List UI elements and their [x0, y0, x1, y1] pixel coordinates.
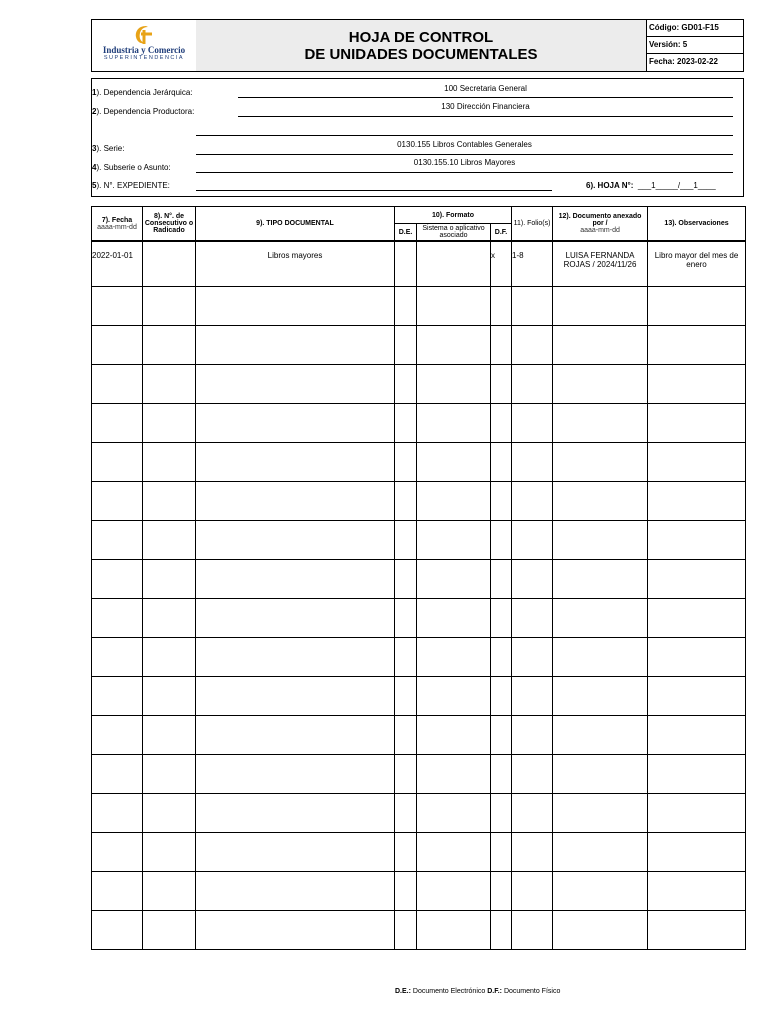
cell-consecutivo[interactable] [143, 287, 196, 326]
cell-sistema[interactable] [417, 755, 491, 794]
cell-df[interactable] [491, 794, 512, 833]
cell-fecha[interactable] [92, 716, 143, 755]
cell-observaciones[interactable] [648, 521, 746, 560]
cell-observaciones[interactable] [648, 833, 746, 872]
table-row [92, 794, 746, 833]
cell-tipo[interactable] [196, 677, 395, 716]
cell-observaciones[interactable] [648, 716, 746, 755]
cell-df[interactable]: x [491, 241, 512, 287]
table-row [92, 482, 746, 521]
cell-fecha[interactable] [92, 833, 143, 872]
cell-sistema[interactable] [417, 560, 491, 599]
cell-tipo[interactable] [196, 482, 395, 521]
cell-folios[interactable] [512, 326, 553, 365]
cell-anexado[interactable] [553, 287, 648, 326]
cell-fecha[interactable] [92, 638, 143, 677]
form-meta [647, 20, 743, 71]
cell-de[interactable] [395, 443, 417, 482]
cell-tipo[interactable] [196, 794, 395, 833]
cell-observaciones[interactable] [648, 560, 746, 599]
cell-fecha[interactable] [92, 599, 143, 638]
cell-anexado[interactable] [553, 716, 648, 755]
dep-jerarquica-label: 1). Dependencia Jerárquica: [92, 88, 193, 97]
cell-observaciones[interactable] [648, 755, 746, 794]
cell-sistema[interactable] [417, 677, 491, 716]
cell-sistema[interactable] [417, 794, 491, 833]
cell-anexado[interactable] [553, 911, 648, 950]
cell-de[interactable] [395, 482, 417, 521]
cell-df[interactable] [491, 833, 512, 872]
cell-anexado[interactable] [553, 833, 648, 872]
cell-fecha[interactable] [92, 482, 143, 521]
cell-tipo[interactable] [196, 755, 395, 794]
cell-consecutivo[interactable] [143, 404, 196, 443]
cell-fecha[interactable] [92, 365, 143, 404]
separator-line [196, 135, 733, 136]
dep-jerarquica-line [238, 97, 733, 98]
cell-tipo[interactable] [196, 404, 395, 443]
form-version: Versión: 5 [647, 37, 743, 54]
dep-productora-label: 2). Dependencia Productora: [92, 107, 195, 116]
table-row [92, 599, 746, 638]
cell-consecutivo[interactable] [143, 872, 196, 911]
cell-consecutivo[interactable] [143, 521, 196, 560]
cell-anexado[interactable] [553, 794, 648, 833]
cell-tipo[interactable] [196, 326, 395, 365]
cell-fecha[interactable] [92, 794, 143, 833]
cell-tipo[interactable] [196, 716, 395, 755]
table-row [92, 716, 746, 755]
cell-anexado[interactable] [553, 326, 648, 365]
subserie-value[interactable]: 0130.155.10 Libros Mayores [413, 158, 516, 167]
cell-df[interactable] [491, 521, 512, 560]
expediente-line[interactable] [196, 190, 552, 191]
form-header [91, 19, 744, 72]
logo-subtitle: SUPERINTENDENCIA [103, 55, 185, 61]
cell-consecutivo[interactable] [143, 365, 196, 404]
cell-df[interactable] [491, 560, 512, 599]
cell-sistema[interactable] [417, 521, 491, 560]
table-header [92, 207, 746, 242]
cell-df[interactable] [491, 482, 512, 521]
form-title-line2: DE UNIDADES DOCUMENTALES [304, 46, 538, 63]
cell-tipo[interactable] [196, 560, 395, 599]
cell-consecutivo[interactable] [143, 599, 196, 638]
cell-folios[interactable] [512, 521, 553, 560]
cell-folios[interactable] [512, 443, 553, 482]
cell-folios[interactable] [512, 560, 553, 599]
subserie-line [196, 172, 733, 173]
cell-anexado[interactable] [553, 365, 648, 404]
cell-folios[interactable] [512, 638, 553, 677]
cell-anexado[interactable] [553, 404, 648, 443]
col-tipo-documental: 9). TIPO DOCUMENTAL [196, 207, 395, 242]
cell-sistema[interactable] [417, 404, 491, 443]
form-code: Código: GD01-F15 [647, 20, 743, 37]
cell-anexado[interactable] [553, 560, 648, 599]
cell-df[interactable] [491, 326, 512, 365]
cell-df[interactable] [491, 911, 512, 950]
cell-de[interactable] [395, 638, 417, 677]
cell-sistema[interactable] [417, 599, 491, 638]
logo-emblem-icon [130, 24, 158, 46]
table-row [92, 755, 746, 794]
cell-consecutivo[interactable] [143, 833, 196, 872]
cell-tipo[interactable] [196, 287, 395, 326]
legend-de-label: D.E.: [395, 988, 411, 995]
footer-legend [395, 988, 560, 995]
cell-consecutivo[interactable] [143, 911, 196, 950]
table-row [92, 326, 746, 365]
cell-df[interactable] [491, 755, 512, 794]
cell-folios[interactable] [512, 833, 553, 872]
cell-sistema[interactable] [417, 716, 491, 755]
cell-sistema[interactable] [417, 365, 491, 404]
table-row [92, 560, 746, 599]
cell-de[interactable] [395, 911, 417, 950]
cell-observaciones[interactable] [648, 365, 746, 404]
col-df: D.F. [491, 224, 512, 242]
dep-jerarquica-value[interactable]: 100 Secretaria General [444, 84, 527, 93]
cell-observaciones[interactable] [648, 404, 746, 443]
cell-anexado[interactable] [553, 599, 648, 638]
cell-folios[interactable] [512, 911, 553, 950]
cell-consecutivo[interactable] [143, 326, 196, 365]
table-row [92, 241, 746, 287]
sic-logo [92, 20, 197, 71]
cell-de[interactable] [395, 404, 417, 443]
cell-fecha[interactable] [92, 755, 143, 794]
cell-de[interactable] [395, 872, 417, 911]
legend-de-text: Documento Electrónico [410, 988, 488, 995]
serie-line [196, 154, 733, 155]
cell-consecutivo[interactable] [143, 443, 196, 482]
dep-productora-value[interactable]: 130 Dirección Financiera [441, 102, 530, 111]
cell-tipo[interactable] [196, 872, 395, 911]
cell-folios[interactable] [512, 872, 553, 911]
cell-tipo[interactable] [196, 521, 395, 560]
cell-observaciones[interactable] [648, 482, 746, 521]
cell-observaciones[interactable] [648, 443, 746, 482]
cell-fecha[interactable] [92, 872, 143, 911]
cell-de[interactable] [395, 287, 417, 326]
cell-df[interactable] [491, 716, 512, 755]
table-row [92, 911, 746, 950]
cell-sistema[interactable] [417, 833, 491, 872]
cell-tipo[interactable] [196, 638, 395, 677]
cell-consecutivo[interactable] [143, 241, 196, 287]
cell-consecutivo[interactable] [143, 716, 196, 755]
cell-observaciones[interactable] [648, 872, 746, 911]
cell-fecha[interactable] [92, 560, 143, 599]
table-row [92, 638, 746, 677]
form-date: Fecha: 2023-02-22 [649, 57, 718, 66]
cell-folios[interactable]: 1-8 [512, 241, 553, 287]
cell-de[interactable] [395, 677, 417, 716]
cell-observaciones[interactable] [648, 794, 746, 833]
cell-anexado[interactable] [553, 755, 648, 794]
cell-anexado[interactable] [553, 677, 648, 716]
cell-de[interactable] [395, 755, 417, 794]
cell-folios[interactable] [512, 287, 553, 326]
cell-fecha[interactable] [92, 326, 143, 365]
cell-df[interactable] [491, 365, 512, 404]
dep-productora-line [238, 116, 733, 117]
cell-de[interactable] [395, 833, 417, 872]
cell-df[interactable] [491, 443, 512, 482]
cell-observaciones[interactable] [648, 677, 746, 716]
cell-observaciones[interactable] [648, 287, 746, 326]
cell-de[interactable] [395, 521, 417, 560]
cell-de[interactable] [395, 326, 417, 365]
table-row [92, 365, 746, 404]
cell-df[interactable] [491, 599, 512, 638]
form-title [196, 20, 647, 71]
cell-fecha[interactable] [92, 287, 143, 326]
cell-sistema[interactable] [417, 443, 491, 482]
cell-folios[interactable] [512, 677, 553, 716]
col-formato: 10). Formato [395, 207, 512, 224]
cell-observaciones[interactable] [648, 326, 746, 365]
cell-sistema[interactable] [417, 241, 491, 287]
cell-anexado[interactable] [553, 521, 648, 560]
cell-de[interactable] [395, 794, 417, 833]
cell-consecutivo[interactable] [143, 560, 196, 599]
cell-folios[interactable] [512, 404, 553, 443]
cell-anexado[interactable]: LUISA FERNANDA ROJAS / 2024/11/26 [553, 241, 648, 287]
cell-df[interactable] [491, 404, 512, 443]
col-folios: 11). Folio(s) [512, 207, 553, 242]
cell-sistema[interactable] [417, 638, 491, 677]
cell-sistema[interactable] [417, 872, 491, 911]
subserie-label: 4). Subserie o Asunto: [92, 163, 171, 172]
col-anexado: 12). Documento anexado por / aaaa-mm-dd [553, 207, 648, 242]
cell-fecha[interactable] [92, 443, 143, 482]
cell-folios[interactable] [512, 794, 553, 833]
cell-df[interactable] [491, 677, 512, 716]
col-consecutivo: 8). N°. de Consecutivo o Radicado [143, 207, 196, 242]
table-row [92, 872, 746, 911]
cell-sistema[interactable] [417, 482, 491, 521]
legend-df-text: Documento Físico [502, 988, 561, 995]
cell-fecha[interactable]: 2022-01-01 [92, 241, 143, 287]
col-observaciones: 13). Observaciones [648, 207, 746, 242]
table-row [92, 287, 746, 326]
cell-fecha[interactable] [92, 677, 143, 716]
cell-tipo[interactable] [196, 365, 395, 404]
table-row [92, 833, 746, 872]
expediente-label: 5). N°. EXPEDIENTE: [92, 181, 170, 190]
cell-observaciones[interactable]: Libro mayor del mes de enero [648, 241, 746, 287]
cell-tipo[interactable] [196, 599, 395, 638]
col-sistema: Sistema o aplicativo asociado [417, 224, 491, 242]
cell-de[interactable] [395, 365, 417, 404]
cell-observaciones[interactable] [648, 911, 746, 950]
cell-df[interactable] [491, 287, 512, 326]
table-row [92, 677, 746, 716]
col-fecha: 7). Fecha aaaa-mm-dd [92, 207, 143, 242]
cell-observaciones[interactable] [648, 638, 746, 677]
cell-tipo[interactable] [196, 911, 395, 950]
hoja-number: 6). HOJA N°: ___1_____/___1____ [586, 181, 716, 190]
cell-de[interactable] [395, 716, 417, 755]
cell-consecutivo[interactable] [143, 677, 196, 716]
cell-consecutivo[interactable] [143, 755, 196, 794]
cell-sistema[interactable] [417, 911, 491, 950]
cell-fecha[interactable] [92, 521, 143, 560]
serie-value[interactable]: 0130.155 Libros Contables Generales [397, 140, 532, 149]
cell-consecutivo[interactable] [143, 794, 196, 833]
cell-df[interactable] [491, 638, 512, 677]
cell-anexado[interactable] [553, 482, 648, 521]
table-body [92, 241, 746, 950]
cell-tipo[interactable] [196, 833, 395, 872]
cell-anexado[interactable] [553, 443, 648, 482]
col-de: D.E. [395, 224, 417, 242]
cell-tipo[interactable]: Libros mayores [196, 241, 395, 287]
cell-folios[interactable] [512, 716, 553, 755]
cell-anexado[interactable] [553, 638, 648, 677]
table-row [92, 521, 746, 560]
cell-folios[interactable] [512, 599, 553, 638]
legend-df-label: D.F.: [487, 988, 502, 995]
cell-de[interactable] [395, 560, 417, 599]
cell-fecha[interactable] [92, 911, 143, 950]
form-title-line1: HOJA DE CONTROL [348, 29, 494, 46]
cell-observaciones[interactable] [648, 599, 746, 638]
control-table [91, 206, 746, 950]
cell-folios[interactable] [512, 365, 553, 404]
cell-de[interactable] [395, 241, 417, 287]
cell-fecha[interactable] [92, 404, 143, 443]
table-row [92, 404, 746, 443]
cell-consecutivo[interactable] [143, 638, 196, 677]
cell-tipo[interactable] [196, 443, 395, 482]
cell-df[interactable] [491, 872, 512, 911]
serie-label: 3). Serie: [92, 144, 125, 153]
info-block [91, 78, 744, 197]
cell-anexado[interactable] [553, 872, 648, 911]
cell-folios[interactable] [512, 755, 553, 794]
cell-sistema[interactable] [417, 326, 491, 365]
cell-folios[interactable] [512, 482, 553, 521]
cell-de[interactable] [395, 599, 417, 638]
cell-consecutivo[interactable] [143, 482, 196, 521]
logo-name: Industria y Comercio [102, 45, 186, 55]
table-row [92, 443, 746, 482]
cell-sistema[interactable] [417, 287, 491, 326]
